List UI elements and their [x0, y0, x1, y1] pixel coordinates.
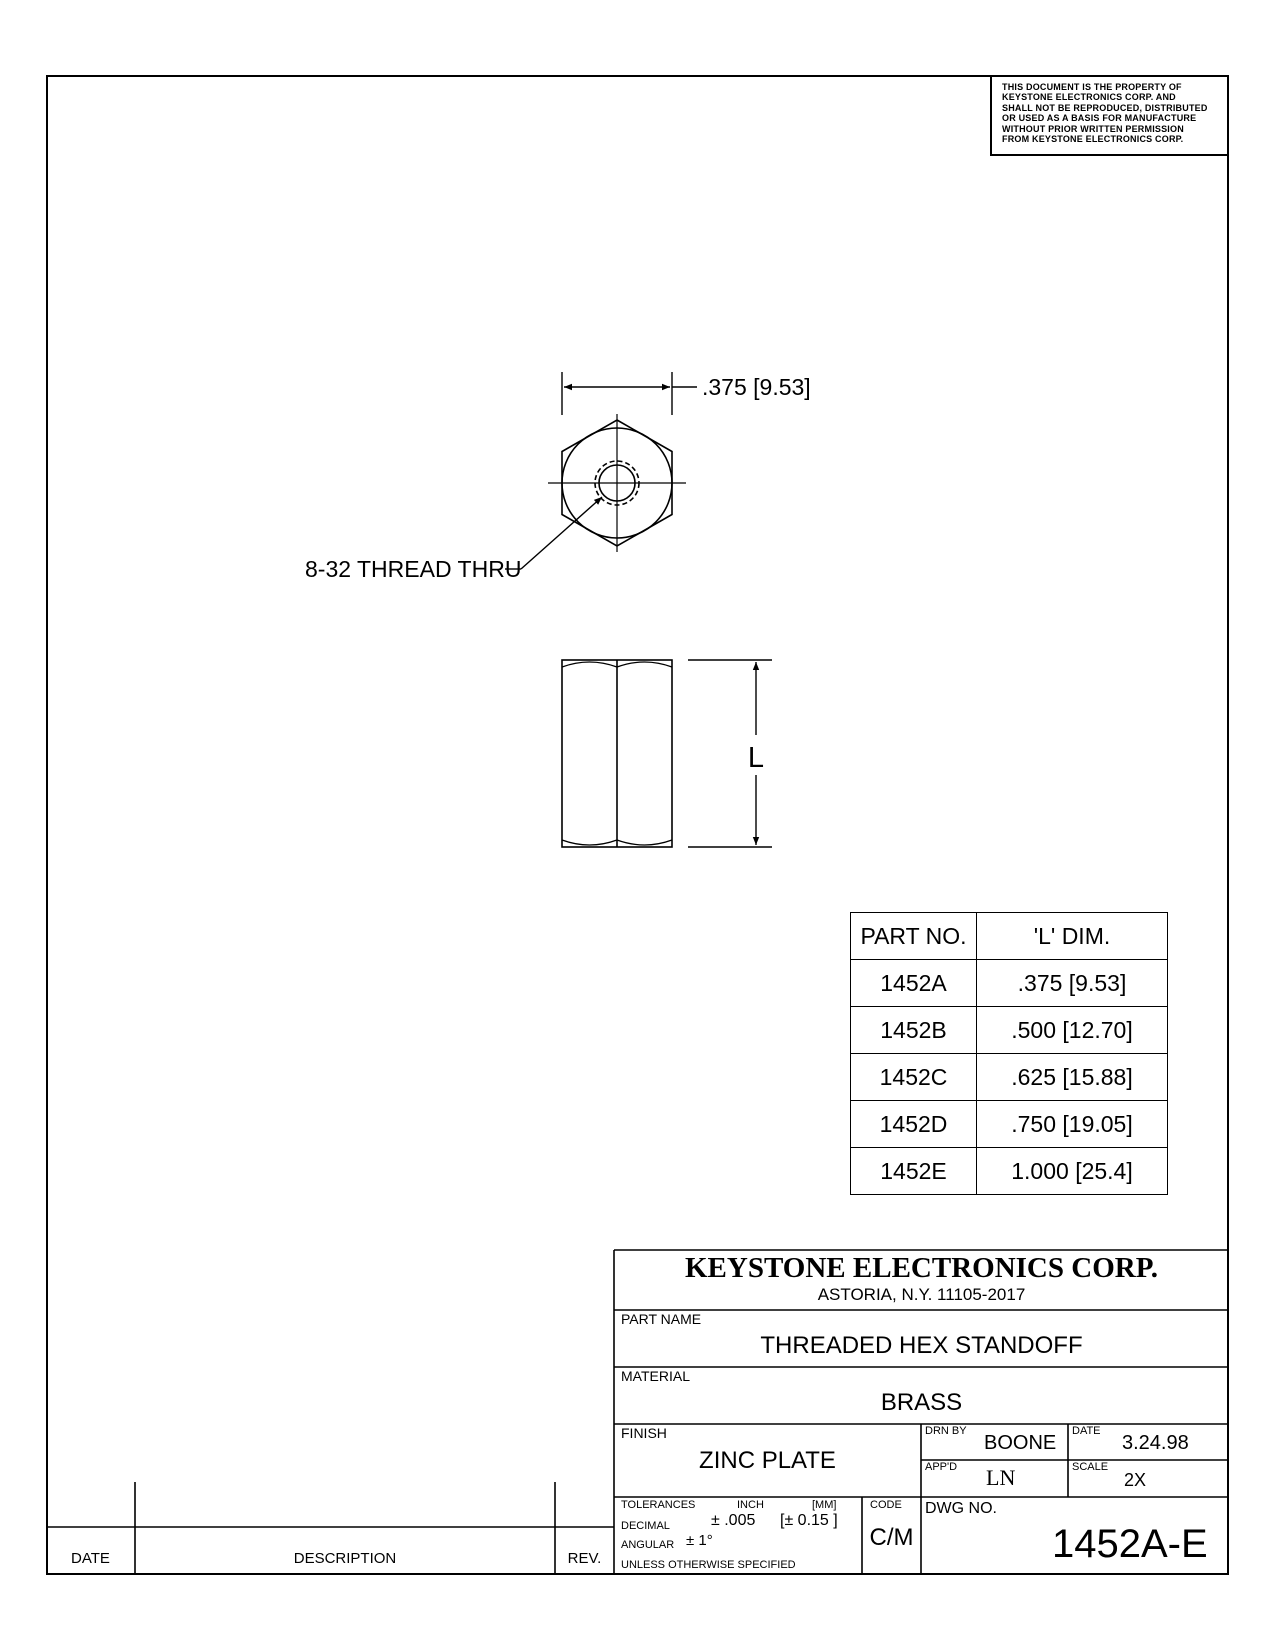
inch-label: INCH — [737, 1499, 764, 1511]
length-dimension-label: L — [747, 742, 765, 774]
company-name: KEYSTONE ELECTRONICS CORP. — [685, 1252, 1158, 1284]
drn-by-label: DRN BY — [925, 1425, 967, 1437]
drn-by-value: BOONE — [984, 1432, 1057, 1454]
table-cell: .750 [19.05] — [977, 1101, 1168, 1148]
table-cell: 1.000 [25.4] — [977, 1148, 1168, 1195]
notice-line: KEYSTONE ELECTRONICS CORP. AND — [1002, 92, 1176, 103]
decimal-label: DECIMAL — [621, 1520, 670, 1532]
code-value: C/M — [869, 1524, 914, 1551]
dwg-no-label: DWG NO. — [925, 1500, 997, 1517]
decimal-mm-tolerance: [± 0.15 ] — [780, 1512, 838, 1529]
material-label: MATERIAL — [621, 1368, 690, 1384]
angular-label: ANGULAR — [621, 1539, 675, 1551]
angular-tolerance: ± 1° — [686, 1532, 713, 1549]
finish-label: FINISH — [621, 1425, 667, 1441]
notice-line: THIS DOCUMENT IS THE PROPERTY OF — [1002, 82, 1182, 92]
table-cell: 1452C — [851, 1054, 977, 1101]
notice-line: SHALL NOT BE REPRODUCED, DISTRIBUTED — [1002, 102, 1208, 113]
decimal-inch-tolerance: ± .005 — [711, 1512, 756, 1529]
table-cell: .500 [12.70] — [977, 1007, 1168, 1054]
unless-specified-note: UNLESS OTHERWISE SPECIFIED — [621, 1559, 796, 1571]
revision-rev-label: REV. — [567, 1550, 602, 1567]
date-label: DATE — [1072, 1425, 1101, 1437]
code-label: CODE — [870, 1499, 902, 1511]
appd-label: APP'D — [925, 1461, 958, 1473]
part-name-label: PART NAME — [621, 1311, 702, 1327]
width-dimension-label: .375 [9.53] — [702, 374, 811, 400]
table-header: 'L' DIM. — [977, 913, 1168, 960]
table-cell: .375 [9.53] — [977, 960, 1168, 1007]
thread-note: 8-32 THREAD THRU — [305, 556, 522, 582]
table-cell: 1452A — [851, 960, 977, 1007]
company-address: ASTORIA, N.Y. 11105-2017 — [817, 1285, 1026, 1304]
table-cell: .625 [15.88] — [977, 1054, 1168, 1101]
material-value: BRASS — [880, 1389, 963, 1416]
date-value: 3.24.98 — [1122, 1432, 1189, 1454]
table-cell: 1452D — [851, 1101, 977, 1148]
scale-label: SCALE — [1072, 1461, 1109, 1473]
revision-description-label: DESCRIPTION — [293, 1550, 397, 1567]
finish-value: ZINC PLATE — [699, 1447, 836, 1474]
part-name: THREADED HEX STANDOFF — [760, 1332, 1083, 1359]
notice-line: OR USED AS A BASIS FOR MANUFACTURE — [1002, 113, 1197, 124]
appd-value: LN — [986, 1465, 1016, 1490]
table-header: PART NO. — [851, 913, 977, 960]
notice-line: FROM KEYSTONE ELECTRONICS CORP. — [1002, 134, 1184, 145]
revision-date-label: DATE — [71, 1550, 110, 1567]
mm-label: [MM] — [812, 1499, 837, 1511]
table-cell: 1452E — [851, 1148, 977, 1195]
table-cell: 1452B — [851, 1007, 977, 1054]
drawing-number: 1452A-E — [1052, 1522, 1208, 1566]
notice-line: WITHOUT PRIOR WRITTEN PERMISSION — [1002, 123, 1184, 134]
scale-value: 2X — [1124, 1470, 1147, 1490]
tolerances-label: TOLERANCES — [621, 1499, 696, 1511]
